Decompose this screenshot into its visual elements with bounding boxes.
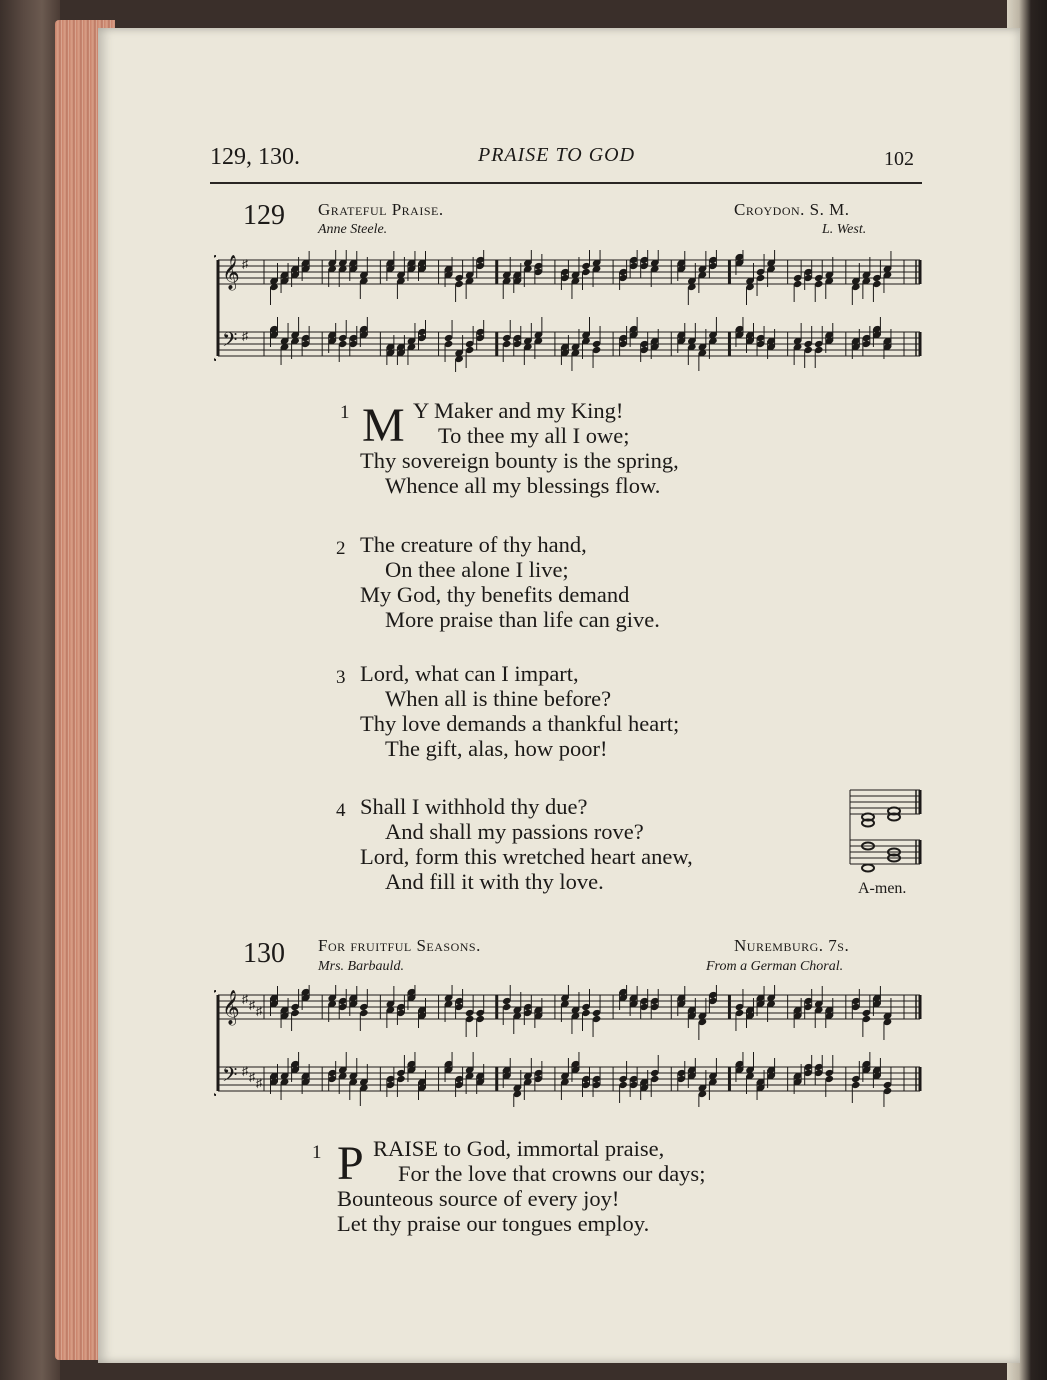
verse-line: Thy love demands a thankful heart; [360, 711, 680, 736]
svg-text:♯: ♯ [256, 1076, 262, 1090]
amen-score [848, 786, 922, 876]
hymn-129-tune: Croydon. S. M. [734, 200, 850, 219]
hymn-130-title: For fruitful Seasons. [318, 936, 481, 955]
hymn-130-number: 130 [243, 938, 285, 969]
verse-line: To thee my all I owe; [438, 423, 630, 448]
verse-line: Shall I withhold thy due? [360, 794, 588, 819]
drop-cap: M [362, 399, 405, 452]
hymn-130-composer: From a German Choral. [706, 959, 844, 974]
drop-cap: P [337, 1137, 364, 1190]
svg-text:♯: ♯ [242, 992, 248, 1006]
verse-line: Lord, what can I impart, [360, 661, 579, 686]
verse-line: My God, thy benefits demand [360, 582, 630, 607]
hymn-130-tune: Nuremburg. 7s. [734, 936, 850, 955]
verse-line: And fill it with thy love. [385, 869, 604, 894]
verse-number: 4 [336, 800, 346, 821]
svg-text:♯: ♯ [249, 998, 255, 1012]
hymn-129-composer: L. West. [822, 222, 867, 237]
verse-line: And shall my passions rove? [385, 819, 644, 844]
svg-text:♯: ♯ [242, 257, 248, 271]
header-hymn-numbers: 129, 130. [210, 144, 300, 170]
svg-text:𝄞: 𝄞 [222, 256, 240, 289]
verse-line: Whence all my blessings flow. [385, 473, 661, 498]
svg-text:𝄢: 𝄢 [222, 330, 238, 356]
verse-line: On thee alone I live; [385, 557, 569, 582]
verse-line: Let thy praise our tongues employ. [337, 1211, 650, 1236]
svg-text:♯: ♯ [249, 1070, 255, 1084]
amen-label: A-men. [858, 880, 907, 897]
header-rule [210, 182, 922, 184]
verse-line: More praise than life can give. [385, 607, 660, 632]
verse-number: 1 [312, 1142, 322, 1163]
hymn-130-score [214, 985, 924, 1107]
verse-line: Y Maker and my King! [413, 398, 624, 423]
verse-line: RAISE to God, immortal praise, [373, 1136, 665, 1161]
hymn-129-author: Anne Steele. [318, 222, 388, 237]
svg-text:♯: ♯ [256, 1004, 262, 1018]
verse-line: Lord, form this wretched heart anew, [360, 844, 693, 869]
svg-text:♯: ♯ [242, 1064, 248, 1078]
header-section-title: PRAISE TO GOD [478, 144, 636, 166]
hymn-129-title: Grateful Praise. [318, 200, 444, 219]
hymn-129-verse-1 [340, 398, 820, 508]
hymn-129-verse-2 [336, 532, 820, 642]
header-page-number: 102 [884, 148, 914, 170]
verse-line: Bounteous source of every joy! [337, 1186, 620, 1211]
hymn-130-verse-1 [312, 1136, 832, 1246]
verse-line: The creature of thy hand, [360, 532, 587, 557]
hymn-129-score [214, 250, 924, 372]
svg-text:𝄢: 𝄢 [222, 1065, 238, 1091]
hymn-129-verse-3 [336, 661, 820, 771]
hymn-129-number: 129 [243, 200, 285, 231]
verse-number: 3 [336, 667, 346, 688]
verse-number: 2 [336, 538, 346, 559]
svg-text:𝄞: 𝄞 [222, 991, 240, 1024]
verse-line: When all is thine before? [385, 686, 612, 711]
verse-line: For the love that crowns our days; [398, 1161, 706, 1186]
hymn-130-author: Mrs. Barbauld. [318, 959, 404, 974]
verse-line: The gift, alas, how poor! [385, 736, 608, 761]
hymn-129-verse-4 [336, 794, 820, 904]
verse-line: Thy sovereign bounty is the spring, [360, 448, 679, 473]
verse-number: 1 [340, 402, 350, 423]
svg-text:♯: ♯ [242, 329, 248, 343]
